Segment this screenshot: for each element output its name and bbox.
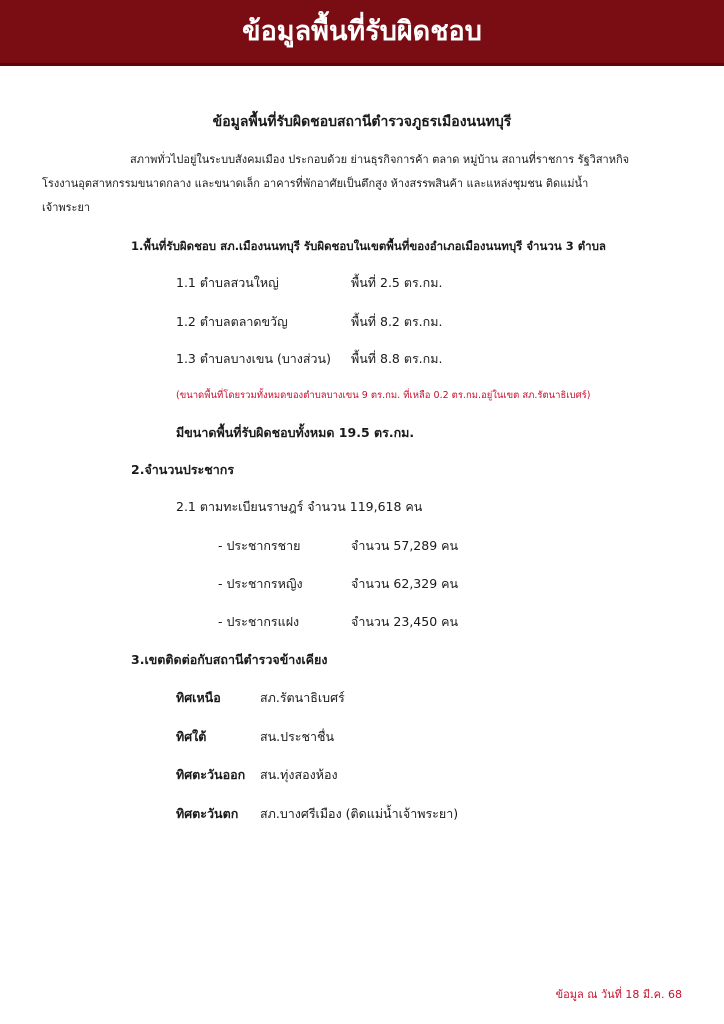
population-label-female: - ประชากรหญิง bbox=[218, 576, 303, 591]
border-station-west: สภ.บางศรีเมือง (ติดแม่น้ำเจ้าพระยา) bbox=[260, 806, 459, 821]
page-title: ข้อมูลพื้นที่รับผิดชอบ bbox=[242, 16, 482, 47]
population-label-latent: - ประชากรแฝง bbox=[218, 614, 300, 629]
subdistrict-name-1: 1.1 ตำบลสวนใหญ่ bbox=[176, 275, 279, 290]
subdistrict-area-2: พื้นที่ 8.2 ตร.กม. bbox=[351, 314, 443, 329]
border-direction-north: ทิศเหนือ bbox=[176, 690, 221, 705]
area-note: (ขนาดพื้นที่โดยรวมทั้งหมดของตำบลบางเขน 9 ตร.กม. ที่เหลือ 0.2 ตร.กม.อยู่ในเขต สภ.รัตนาธิเบศร์) bbox=[176, 390, 591, 401]
total-area: มีขนาดพื้นที่รับผิดชอบทั้งหมด 19.5 ตร.กม. bbox=[176, 425, 415, 440]
population-value-male: จำนวน 57,289 คน bbox=[351, 538, 459, 553]
subdistrict-area-3: พื้นที่ 8.8 ตร.กม. bbox=[351, 351, 443, 366]
data-date-footer: ข้อมูล ณ วันที่ 18 มี.ค. 68 bbox=[555, 988, 682, 1001]
border-station-north: สภ.รัตนาธิเบศร์ bbox=[260, 690, 345, 705]
subdistrict-area-1: พื้นที่ 2.5 ตร.กม. bbox=[351, 275, 443, 290]
population-value-latent: จำนวน 23,450 คน bbox=[351, 614, 459, 629]
subdistrict-name-2: 1.2 ตำบลตลาดขวัญ bbox=[176, 314, 288, 329]
title-banner bbox=[0, 0, 724, 66]
registry-population: 2.1 ตามทะเบียนราษฎร์ จำนวน 119,618 คน bbox=[176, 499, 423, 514]
subdistrict-name-3: 1.3 ตำบลบางเขน (บางส่วน) bbox=[176, 351, 331, 366]
intro-line-2: โรงงานอุตสาหกรรมขนาดกลาง และขนาดเล็ก อาคารที่พักอาศัยเป็นตึกสูง ห้างสรรพสินค้า และแหล่งชุมชน ติดแม่น้ำ bbox=[42, 177, 589, 190]
section3-heading: 3.เขตติดต่อกับสถานีตำรวจข้างเคียง bbox=[131, 652, 328, 667]
border-direction-south: ทิศใต้ bbox=[176, 729, 207, 744]
section1-heading: 1.พื้นที่รับผิดชอบ สภ.เมืองนนทบุรี รับผิดชอบในเขตพื้นที่ของอำเภอเมืองนนทบุรี จำนวน 3 ตำบล bbox=[131, 239, 606, 253]
intro-line-3: เจ้าพระยา bbox=[42, 201, 91, 214]
border-station-south: สน.ประชาชื่น bbox=[260, 729, 335, 744]
border-station-east: สน.ทุ่งสองห้อง bbox=[260, 767, 338, 782]
intro-line-1: สภาพทั่วไปอยู่ในระบบสังคมเมือง ประกอบด้วย ย่านธุรกิจการค้า ตลาด หมู่บ้าน สถานที่ราชการ รัฐวิสาหกิจ bbox=[130, 153, 630, 166]
population-value-female: จำนวน 62,329 คน bbox=[351, 576, 459, 591]
border-direction-west: ทิศตะวันตก bbox=[176, 806, 239, 821]
section2-heading: 2.จำนวนประชากร bbox=[131, 462, 235, 477]
border-direction-east: ทิศตะวันออก bbox=[176, 767, 246, 782]
document-subtitle: ข้อมูลพื้นที่รับผิดชอบสถานีตำรวจภูธรเมืองนนทบุรี bbox=[212, 114, 512, 130]
population-label-male: - ประชากรชาย bbox=[218, 538, 301, 553]
